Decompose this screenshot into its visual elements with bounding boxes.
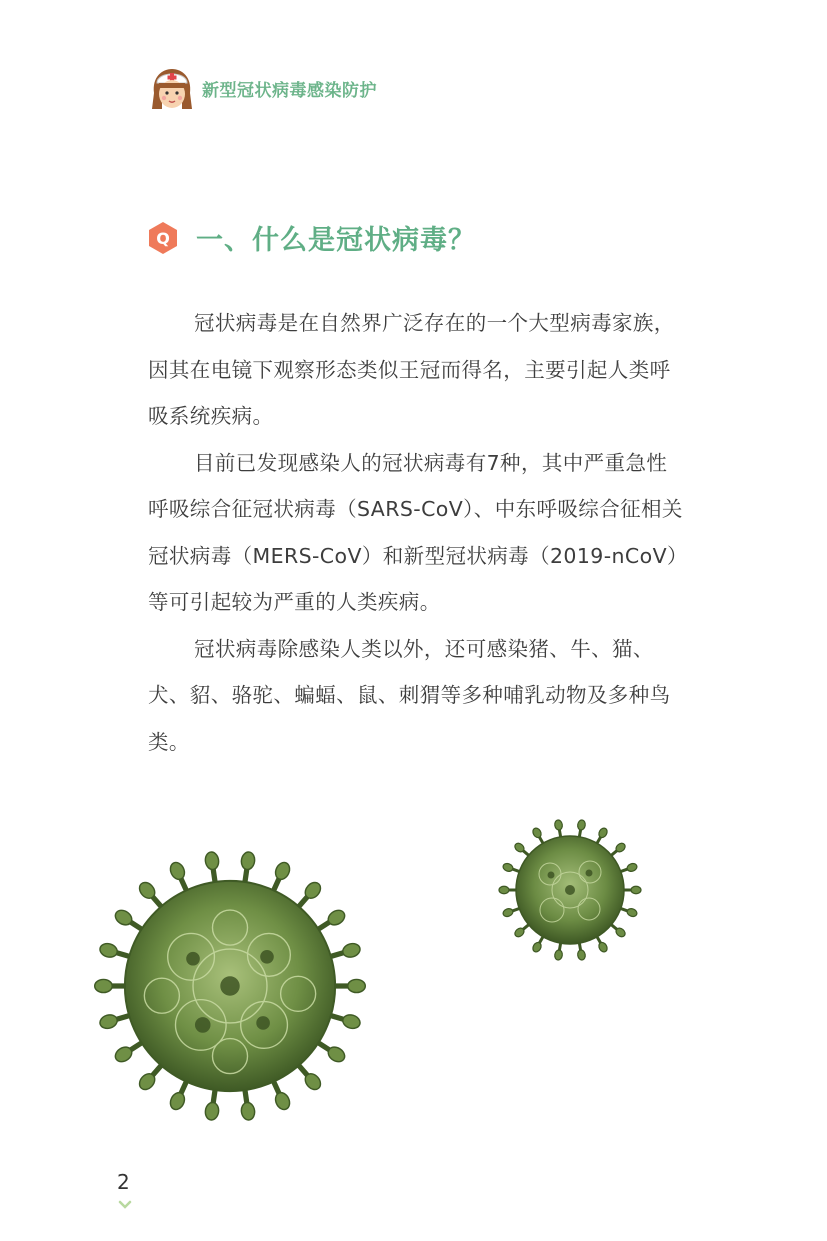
- virus-spike-head: [273, 860, 292, 881]
- small-virus-illustration: [490, 810, 650, 970]
- page-number: 2: [117, 1170, 130, 1194]
- paragraph-1: 冠状病毒是在自然界广泛存在的一个大型病毒家族，因其在电镜下观察形态类似王冠而得名，主要引起人类呼吸系统疾病。: [148, 311, 675, 428]
- chevron-down-icon: [118, 1200, 132, 1210]
- virus-spike-head: [341, 942, 362, 960]
- large-virus-illustration: [84, 840, 376, 1132]
- virus-spike-head: [240, 1102, 255, 1121]
- virus-spike-head: [98, 1013, 119, 1031]
- virus-spike-head: [502, 907, 514, 917]
- section-heading: [148, 218, 476, 257]
- virus-spike-head: [631, 886, 641, 894]
- nurse-avatar-icon: [148, 63, 196, 113]
- virus-spike-head: [499, 886, 509, 894]
- virus-spike-head: [554, 819, 563, 830]
- virus-spike-head: [341, 1013, 362, 1031]
- q-badge-letter: Q: [156, 228, 170, 248]
- virus-spike-head: [348, 979, 366, 992]
- q-badge-icon: [148, 221, 178, 255]
- virus-spike-head: [502, 862, 514, 872]
- virus-spike-head: [577, 949, 586, 960]
- virus-spike-head: [168, 1090, 187, 1111]
- paragraph-3: 冠状病毒除感染人类以外，还可感染猪、牛、猫、犬、貂、骆驼、蝙蝠、鼠、刺猬等多种哺乳动物及多种鸟类。: [148, 636, 671, 754]
- page-header: [148, 62, 377, 114]
- virus-spike-head: [204, 851, 219, 870]
- virus-spike-head: [204, 1102, 219, 1121]
- section-title: 一、什么是冠状病毒？: [196, 225, 476, 256]
- virus-spike-head: [95, 979, 113, 992]
- virus-spike-head: [240, 851, 255, 870]
- body-text: [148, 300, 684, 765]
- virus-spike-head: [98, 942, 119, 960]
- virus-spike-head: [168, 860, 187, 881]
- virus-spike-head: [626, 907, 638, 917]
- header-title: 新型冠状病毒感染防护: [202, 80, 377, 101]
- virus-spike-head: [577, 819, 586, 830]
- paragraph-2: 目前已发现感染人的冠状病毒有7种，其中严重急性呼吸综合征冠状病毒（SARS-CoV）、中东呼吸综合征相关冠状病毒（MERS-CoV）和新型冠状病毒（2019-nCoV）等可引起较为严重的人类疾病。: [148, 450, 683, 614]
- virus-spike-head: [626, 862, 638, 872]
- virus-spike-head: [273, 1090, 292, 1111]
- virus-spike-head: [554, 949, 563, 960]
